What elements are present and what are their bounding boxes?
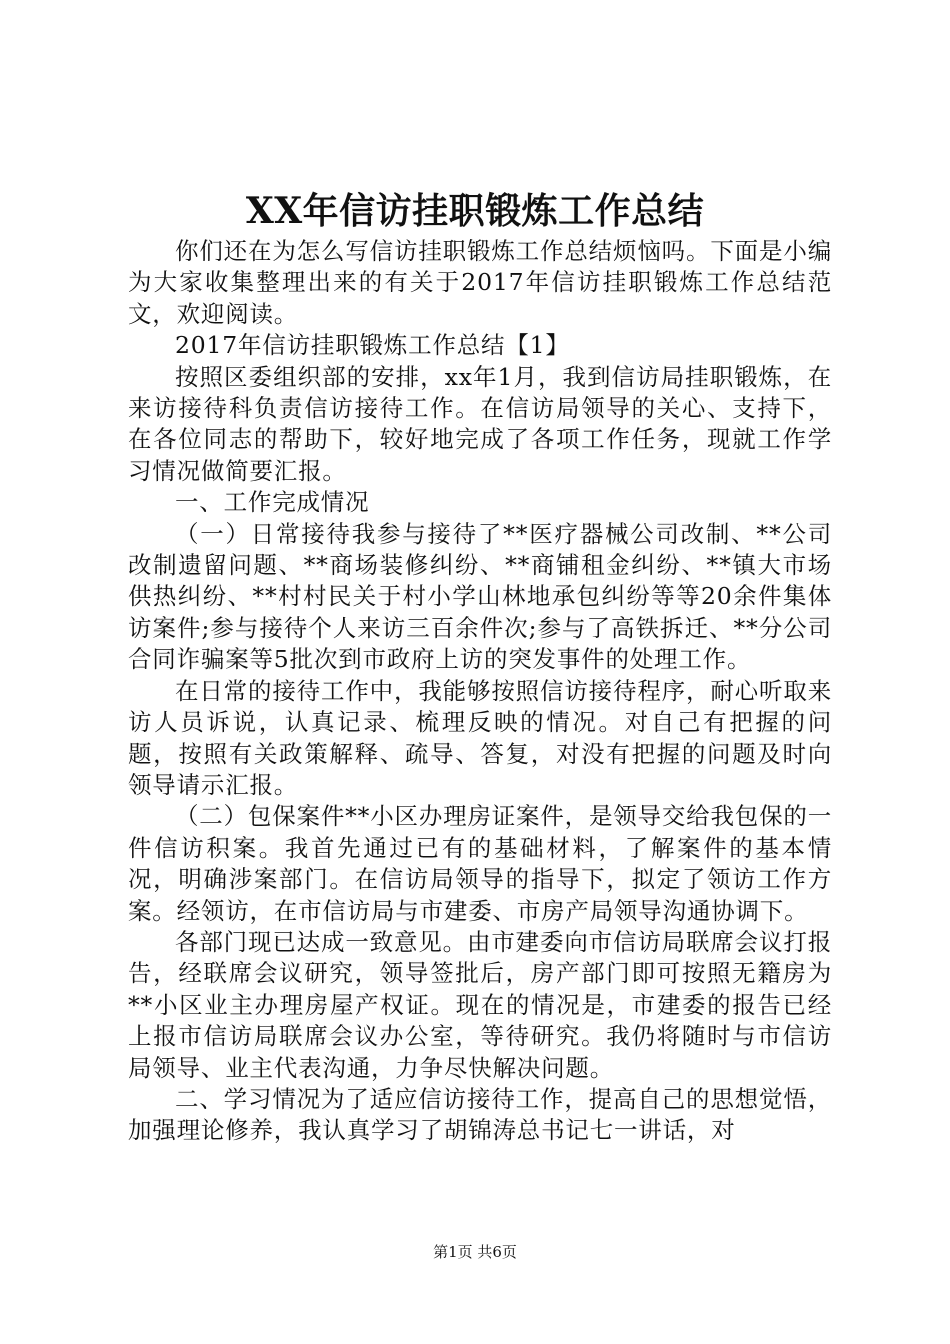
section-heading: 2017年信访挂职锻炼工作总结【1】 — [175, 331, 570, 360]
body-paragraph: 二、学习情况为了适应信访接待工作，提高自己的思想觉悟，加强理论修养，我认真学习了胡锦涛总书记七一讲话，对 — [128, 1084, 832, 1145]
subsection-heading: 一、工作完成情况 — [175, 488, 370, 517]
body-paragraph: 在日常的接待工作中，我能够按照信访接待程序，耐心听取来访人员诉说，认真记录、梳理反映的情况。对自己有把握的问题，按照有关政策解释、疏导、答复，对没有把握的问题及时向领导请示汇报。 — [128, 676, 832, 799]
intro-paragraph: 你们还在为怎么写信访挂职锻炼工作总结烦恼吗。下面是小编为大家收集整理出来的有关于2017年信访挂职锻炼工作总结范文，欢迎阅读。 — [128, 237, 832, 328]
body-paragraph: （二）包保案件**小区办理房证案件，是领导交给我包保的一件信访积案。我首先通过已有的基础材料，了解案件的基本情况，明确涉案部门。在信访局领导的指导下，拟定了领访工作方案。经领访，在市信访局与市建委、市房产局领导沟通协调下。 — [128, 802, 832, 925]
document-body — [128, 236, 832, 1147]
body-paragraph: 按照区委组织部的安排，xx年1月，我到信访局挂职锻炼，在来访接待科负责信访接待工作。在信访局领导的关心、支持下，在各位同志的帮助下，较好地完成了各项工作任务，现就工作学习情况做简要汇报。 — [128, 362, 832, 485]
document-title: XX年信访挂职锻炼工作总结 — [245, 190, 705, 232]
body-paragraph: 各部门现已达成一致意见。由市建委向市信访局联席会议打报告，经联席会议研究，领导签批后，房产部门即可按照无籍房为**小区业主办理房屋产权证。现在的情况是，市建委的报告已经上报市信访局联席会议办公室，等待研究。我仍将随时与市信访局领导、业主代表沟通，力争尽快解决问题。 — [128, 927, 832, 1082]
page-number: 第1页 共6页 — [433, 1243, 517, 1261]
body-paragraph: （一）日常接待我参与接待了**医疗器械公司改制、**公司改制遗留问题、**商场装修纠纷、**商铺租金纠纷、**镇大市场供热纠纷、**村村民关于村小学山林地承包纠纷等等20余件集体访案件;参与接待个人来访三百余件次;参与了高铁拆迁、**分公司合同诈骗案等5批次到市政府上访的突发事件的处理工作。 — [128, 519, 832, 674]
